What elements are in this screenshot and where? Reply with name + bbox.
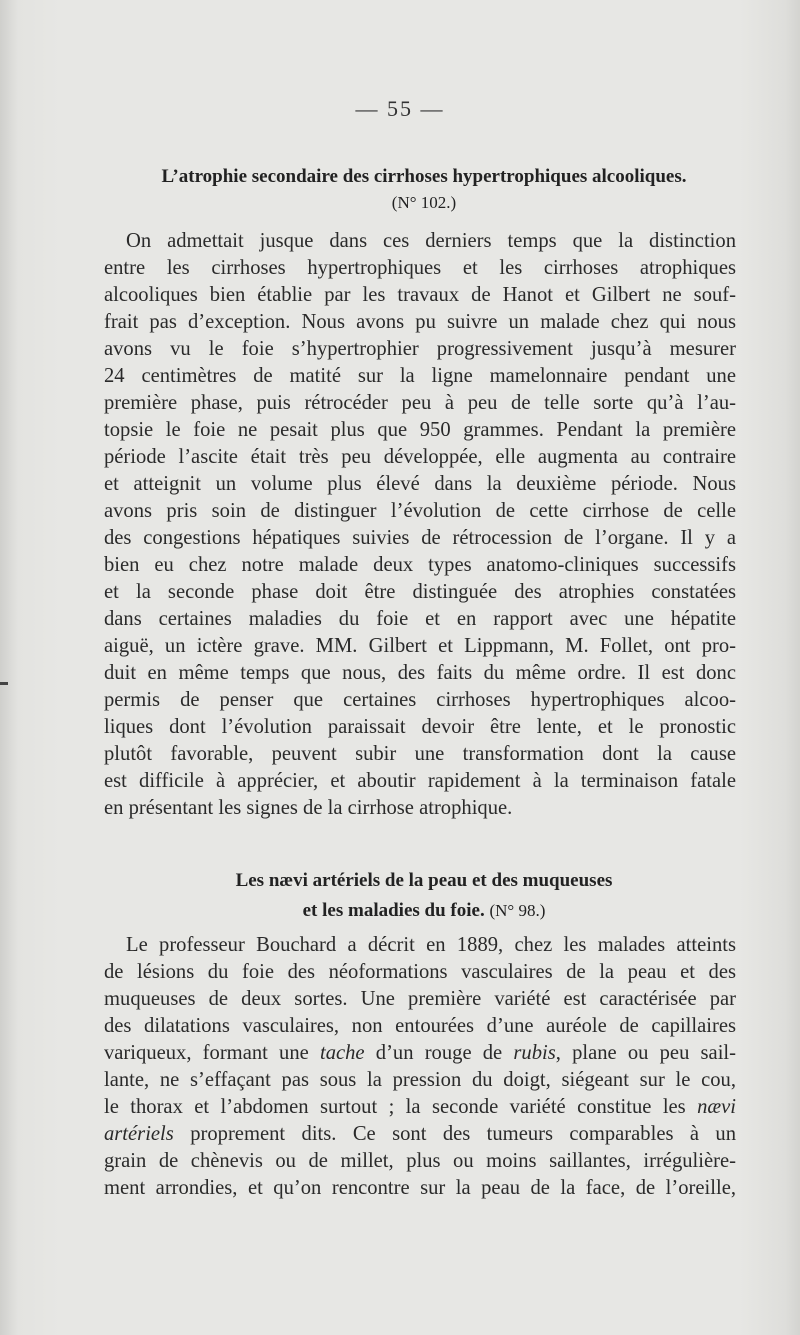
text-run: proprement dits. Ce sont des tumeurs comparables à un: [190, 1123, 736, 1145]
text-line: frait pas d’exception. Nous avons pu suivre un malade chez qui nous: [104, 311, 736, 333]
text-line-mixed: [104, 1094, 736, 1121]
text-run-italic: rubis: [513, 1042, 556, 1064]
section-heading-naevi: [104, 866, 744, 926]
text-line: permis de penser que certaines cirrhoses hypertrophiques alcoo-: [104, 689, 736, 711]
text-line: lante, ne s’effaçant pas sous la pression du doigt, siégeant sur le cou,: [104, 1069, 736, 1091]
text-line-mixed: [104, 1121, 736, 1148]
text-run: d’un rouge de: [375, 1042, 503, 1064]
text-line: grain de chènevis ou de millet, plus ou moins saillantes, irrégulière-: [104, 1150, 736, 1172]
section-heading-atrophie: [104, 162, 744, 214]
text-line: On admettait jusque dans ces derniers temps que la distinction: [126, 230, 736, 252]
page-number: — 55 —: [355, 96, 445, 121]
text-run: , plane ou peu sail-: [555, 1042, 736, 1064]
text-line: liques dont l’évolution paraissait devoir être lente, et le pronostic: [104, 716, 736, 738]
section-title-line-2-text: et les maladies du foie.: [302, 900, 485, 921]
text-line: bien eu chez notre malade deux types anatomo-cliniques successifs: [104, 554, 736, 576]
text-line: et atteignit un volume plus élevé dans la deuxième période. Nous: [104, 473, 736, 495]
text-line: Le professeur Bouchard a décrit en 1889, chez les malades atteints: [126, 934, 736, 956]
text-line: entre les cirrhoses hypertrophiques et les cirrhoses atrophiques: [104, 257, 736, 279]
text-line: duit en même temps que nous, des faits du même ordre. Il est donc: [104, 662, 736, 684]
text-line: avons vu le foie s’hypertrophier progressivement jusqu’à mesurer: [104, 338, 736, 360]
text-line: est difficile à apprécier, et aboutir rapidement à la terminaison fatale: [104, 770, 736, 792]
text-run: variqueux, formant une: [104, 1042, 309, 1064]
section-title-line-1: Les nævi artériels de la peau et des muqueuses: [235, 870, 613, 891]
section-reference: (N° 98.): [489, 901, 546, 920]
text-line: de lésions du foie des néoformations vasculaires de la peau et des: [104, 961, 736, 983]
text-run-italic: tache: [319, 1042, 365, 1064]
text-line: avons pris soin de distinguer l’évolution de cette cirrhose de celle: [104, 500, 736, 522]
text-line: et la seconde phase doit être distinguée des atrophies constatées: [104, 581, 736, 603]
text-line: 24 centimètres de matité sur la ligne mamelonnaire pendant une: [104, 365, 736, 387]
text-line: topsie le foie ne pesait plus que 950 grammes. Pendant la première: [104, 419, 736, 441]
text-line-mixed: [104, 1040, 736, 1067]
text-run: le thorax et l’abdomen surtout ; la seconde variété constitue les: [104, 1096, 686, 1118]
text-line: alcooliques bien établie par les travaux de Hanot et Gilbert ne souf-: [104, 284, 736, 306]
margin-mark: [0, 682, 8, 685]
text-line: plutôt favorable, peuvent subir une transformation dont la cause: [104, 743, 736, 765]
text-line: dans certaines maladies du foie et en rapport avec une hépatite: [104, 608, 736, 630]
text-line: muqueuses de deux sortes. Une première variété est caractérisée par: [104, 988, 736, 1010]
section-reference: (N° 102.): [391, 193, 457, 212]
text-line: des dilatations vasculaires, non entourées d’une auréole de capillaires: [104, 1015, 736, 1037]
text-run-italic: artériels: [104, 1123, 174, 1145]
paragraph-naevi: [104, 932, 736, 1202]
text-line: en présentant les signes de la cirrhose atrophique.: [104, 797, 513, 819]
text-line: aiguë, un ictère grave. MM. Gilbert et Lippmann, M. Follet, ont pro-: [104, 635, 736, 657]
text-line: des congestions hépatiques suivies de rétrocession de l’organe. Il y a: [104, 527, 736, 549]
text-line: première phase, puis rétrocéder peu à peu de telle sorte qu’à l’au-: [104, 392, 736, 414]
section-title: L’atrophie secondaire des cirrhoses hypertrophiques alcooliques.: [161, 166, 687, 187]
text-line: période l’ascite était très peu développée, elle augmenta au contraire: [104, 446, 736, 468]
text-run-italic: nævi: [697, 1096, 737, 1118]
paragraph-atrophie: [104, 228, 736, 822]
section-title-line-2: [104, 896, 744, 926]
text-line: ment arrondies, et qu’on rencontre sur la peau de la face, de l’oreille,: [104, 1177, 736, 1199]
